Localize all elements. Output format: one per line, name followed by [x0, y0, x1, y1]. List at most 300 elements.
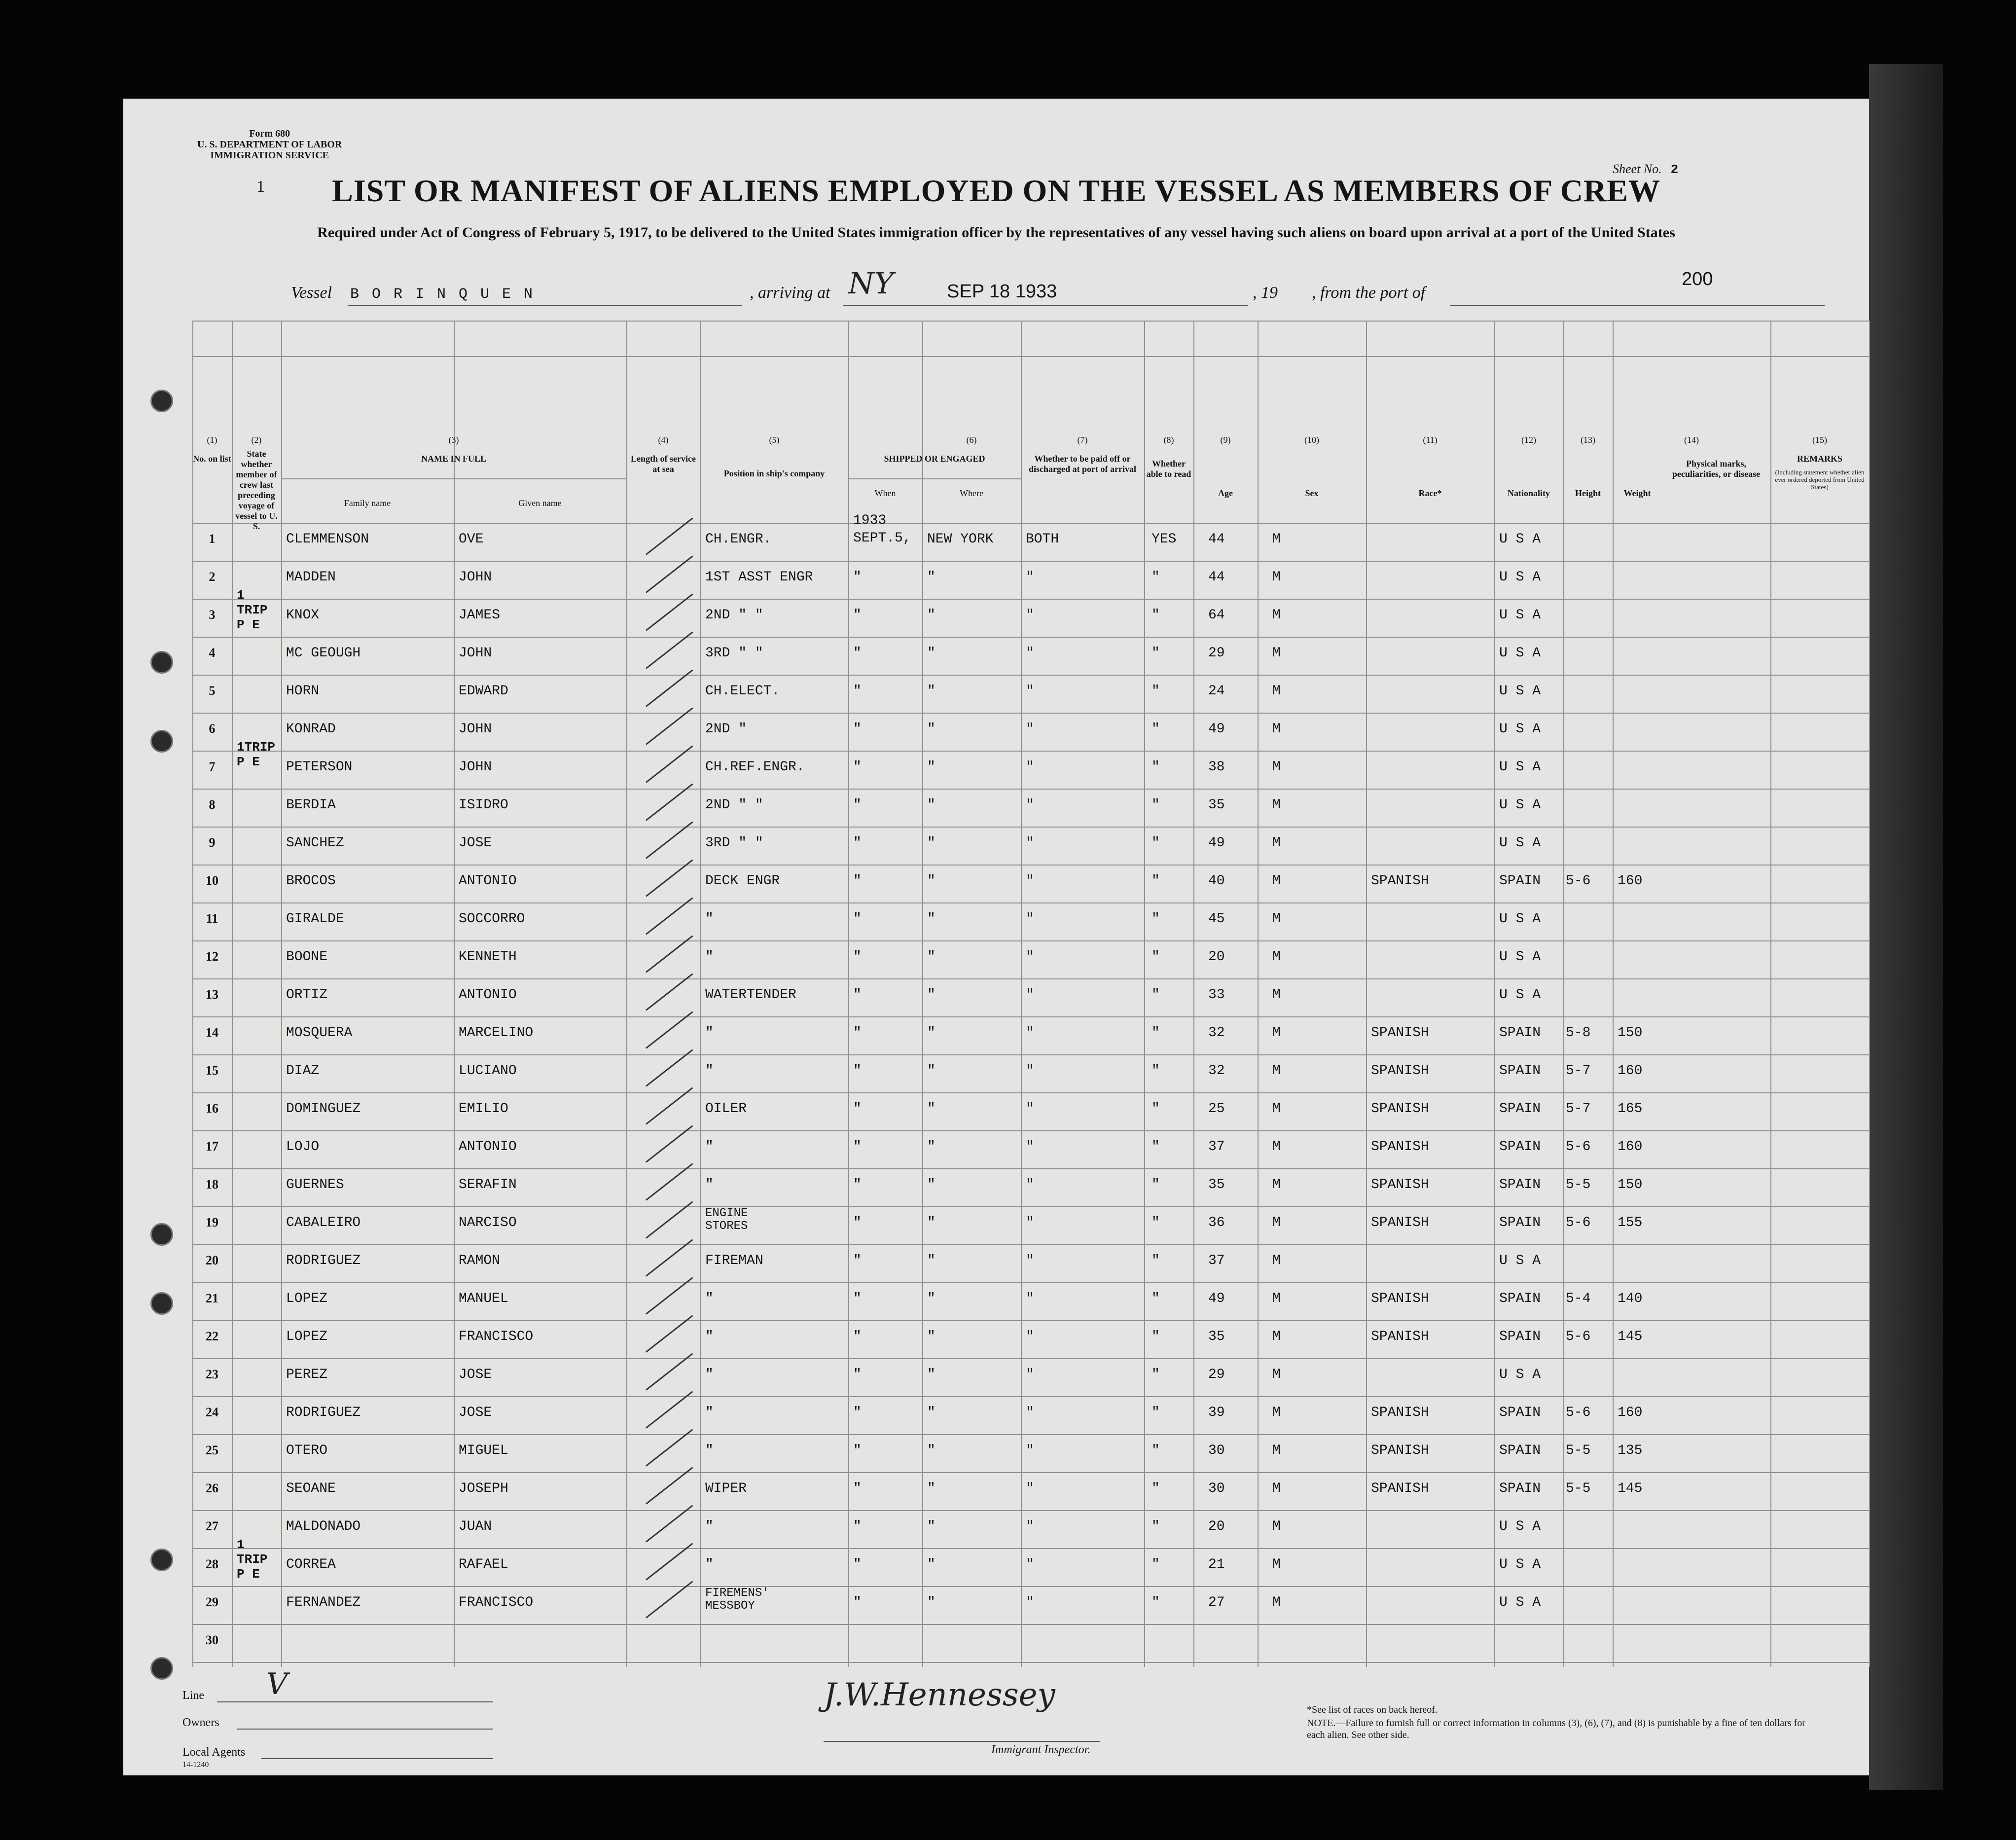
- cell-position: ": [705, 1519, 714, 1534]
- cell-age: 20: [1208, 949, 1225, 965]
- column-number: (13): [1581, 435, 1595, 445]
- cell-family: GIRALDE: [286, 911, 344, 927]
- header-c16b: (Including statement whether alien ever ordered deported from United States): [1775, 469, 1865, 491]
- header-c9: Age: [1218, 488, 1233, 498]
- row-rule: [192, 902, 1869, 903]
- cell-weight: 155: [1618, 1215, 1643, 1230]
- cell-race: SPANISH: [1371, 873, 1429, 889]
- adjacent-page-edge: [1869, 64, 1943, 1790]
- cell-race: SPANISH: [1371, 1215, 1429, 1230]
- cell-age: 30: [1208, 1443, 1225, 1458]
- column-number: (12): [1521, 435, 1536, 445]
- vessel-name: B O R I N Q U E N: [350, 286, 535, 303]
- cell-position: 2ND " ": [705, 797, 763, 813]
- binder-hole: [150, 1657, 173, 1680]
- cell-when: ": [853, 1443, 862, 1458]
- cell-given: JOHN: [459, 759, 492, 775]
- cell-nationality: U S A: [1499, 646, 1541, 661]
- inspector-signature: J.W.Hennessey: [824, 1677, 1055, 1713]
- header-c16: REMARKS: [1797, 454, 1842, 464]
- cell-nationality: SPAIN: [1499, 1291, 1541, 1306]
- cell-when: ": [853, 570, 862, 585]
- cell-no: 2: [209, 570, 216, 584]
- cell-sex: M: [1272, 797, 1281, 813]
- cell-no: 4: [209, 646, 216, 660]
- cell-no: 26: [206, 1481, 218, 1495]
- cell-no: 8: [209, 797, 216, 812]
- cell-position: CH.ENGR.: [705, 532, 772, 547]
- races-note: *See list of races on back hereof.: [1307, 1704, 1438, 1715]
- cell-family: SEOANE: [286, 1481, 336, 1496]
- cell-family: PEREZ: [286, 1367, 328, 1382]
- cell-when: ": [853, 1595, 862, 1610]
- cell-position: 1ST ASST ENGR: [705, 570, 813, 585]
- cell-weight: 160: [1618, 1405, 1643, 1420]
- row-rule: [192, 599, 1869, 600]
- cell-family: OTERO: [286, 1443, 328, 1458]
- cell-sex: M: [1272, 1443, 1281, 1458]
- cell-sex: M: [1272, 1025, 1281, 1041]
- cell-race: SPANISH: [1371, 1139, 1429, 1155]
- cell-weight: 150: [1618, 1025, 1643, 1041]
- cell-given: ANTONIO: [459, 873, 517, 889]
- row-rule: [192, 940, 1869, 941]
- cell-height: 5-7: [1566, 1101, 1591, 1117]
- cell-age: 32: [1208, 1025, 1225, 1041]
- cell-race: SPANISH: [1371, 1177, 1429, 1192]
- cell-age: 44: [1208, 570, 1225, 585]
- cell-where: ": [927, 570, 936, 585]
- cell-nationality: U S A: [1499, 1557, 1541, 1572]
- cell-age: 37: [1208, 1253, 1225, 1268]
- cell-family: KONRAD: [286, 722, 336, 737]
- cell-given: ANTONIO: [459, 1139, 517, 1155]
- cell-race: SPANISH: [1371, 1291, 1429, 1306]
- cell-when: ": [853, 646, 862, 661]
- cell-paid: ": [1026, 1177, 1034, 1192]
- cell-given: SOCCORRO: [459, 911, 525, 927]
- binder-hole: [150, 730, 173, 753]
- binder-hole: [150, 390, 173, 412]
- cell-age: 49: [1208, 722, 1225, 737]
- cell-age: 20: [1208, 1519, 1225, 1534]
- binder-hole: [150, 651, 173, 674]
- cell-age: 49: [1208, 835, 1225, 851]
- cell-read: ": [1152, 1595, 1160, 1610]
- cell-given: JOSE: [459, 1405, 492, 1420]
- cell-no: 1: [209, 532, 216, 546]
- cell-sex: M: [1272, 684, 1281, 699]
- cell-position: ": [705, 1329, 714, 1344]
- cell-read: ": [1152, 1139, 1160, 1155]
- cell-when: ": [853, 1481, 862, 1496]
- cell-no: 27: [206, 1519, 218, 1533]
- cell-when: ": [853, 1291, 862, 1306]
- cell-paid: ": [1026, 835, 1034, 851]
- cell-position: OILER: [705, 1101, 747, 1117]
- cell-sex: M: [1272, 1177, 1281, 1192]
- header-c12: Nationality: [1507, 488, 1550, 498]
- cell-nationality: U S A: [1499, 1519, 1541, 1534]
- row-rule: [192, 789, 1869, 790]
- cell-when: ": [853, 759, 862, 775]
- cell-read: ": [1152, 646, 1160, 661]
- cell-paid: ": [1026, 1025, 1034, 1041]
- cell-no: 15: [206, 1063, 218, 1078]
- cell-sex: M: [1272, 873, 1281, 889]
- column-rule: [1869, 321, 1870, 1667]
- cell-sex: M: [1272, 1557, 1281, 1572]
- cell-read: ": [1152, 1253, 1160, 1268]
- cell-read: ": [1152, 1367, 1160, 1382]
- cell-family: LOPEZ: [286, 1291, 328, 1306]
- cell-nationality: U S A: [1499, 532, 1541, 547]
- cell-age: 45: [1208, 911, 1225, 927]
- cell-age: 25: [1208, 1101, 1225, 1117]
- cell-when: ": [853, 1025, 862, 1041]
- cell-read: ": [1152, 1405, 1160, 1420]
- cell-paid: ": [1026, 1367, 1034, 1382]
- cell-age: 21: [1208, 1557, 1225, 1572]
- cell-paid: ": [1026, 1519, 1034, 1534]
- cell-read: ": [1152, 1063, 1160, 1079]
- cell-sex: M: [1272, 1329, 1281, 1344]
- cell-weight: 135: [1618, 1443, 1643, 1458]
- column-number: (8): [1163, 435, 1174, 445]
- cell-where: ": [927, 835, 936, 851]
- cell-where: ": [927, 949, 936, 965]
- cell-given: EMILIO: [459, 1101, 508, 1117]
- cell-read: ": [1152, 1101, 1160, 1117]
- cell-height: 5-8: [1566, 1025, 1591, 1041]
- column-number: (14): [1684, 435, 1699, 445]
- row-rule: [192, 561, 1869, 562]
- cell-paid: ": [1026, 1405, 1034, 1420]
- cell-age: 29: [1208, 646, 1225, 661]
- cell-where: ": [927, 1063, 936, 1079]
- column-number: (1): [207, 435, 217, 445]
- cell-read: ": [1152, 1329, 1160, 1344]
- cell-where: ": [927, 1443, 936, 1458]
- row-rule: [192, 1396, 1869, 1397]
- column-number: (9): [1220, 435, 1231, 445]
- cell-nationality: U S A: [1499, 722, 1541, 737]
- cell-given: MANUEL: [459, 1291, 508, 1306]
- cell-when: ": [853, 1519, 862, 1534]
- cell-family: CLEMMENSON: [286, 532, 369, 547]
- cell-where: ": [927, 1139, 936, 1155]
- cell-when: ": [853, 873, 862, 889]
- cell-where: NEW YORK: [927, 532, 994, 547]
- cell-read: ": [1152, 873, 1160, 889]
- cell-no: 22: [206, 1329, 218, 1343]
- cell-given: FRANCISCO: [459, 1595, 534, 1610]
- cell-family: HORN: [286, 684, 320, 699]
- cell-age: 64: [1208, 608, 1225, 623]
- row-rule: [192, 1548, 1869, 1549]
- cell-sex: M: [1272, 1215, 1281, 1230]
- cell-nationality: SPAIN: [1499, 1405, 1541, 1420]
- cell-given: FRANCISCO: [459, 1329, 534, 1344]
- column-number: (7): [1077, 435, 1088, 445]
- cell-position: ": [705, 949, 714, 965]
- cell-age: 33: [1208, 987, 1225, 1003]
- date-stamp: SEP 18 1933: [947, 281, 1057, 302]
- cell-weight: 165: [1618, 1101, 1643, 1117]
- cell-nationality: U S A: [1499, 570, 1541, 585]
- cell-where: ": [927, 608, 936, 623]
- cell-given: JAMES: [459, 608, 501, 623]
- cell-where: ": [927, 1481, 936, 1496]
- cell-read: ": [1152, 608, 1160, 623]
- cell-nationality: U S A: [1499, 759, 1541, 775]
- cell-given: ANTONIO: [459, 987, 517, 1003]
- cell-family: LOJO: [286, 1139, 320, 1155]
- header-c14: Weight: [1623, 488, 1651, 498]
- cell-paid: ": [1026, 1139, 1034, 1155]
- cell-race: SPANISH: [1371, 1405, 1429, 1420]
- cell-paid: ": [1026, 722, 1034, 737]
- cell-sex: M: [1272, 1253, 1281, 1268]
- row-rule: [192, 978, 1869, 979]
- header-c3b: Given name: [518, 498, 562, 508]
- cell-paid: ": [1026, 987, 1034, 1003]
- cell-no: 7: [209, 759, 216, 774]
- cell-read: ": [1152, 1557, 1160, 1572]
- cell-sex: M: [1272, 1101, 1281, 1117]
- cell-when: ": [853, 1329, 862, 1344]
- cell-position: WATERTENDER: [705, 987, 796, 1003]
- cell-read: ": [1152, 835, 1160, 851]
- cell-where: ": [927, 1405, 936, 1420]
- header-rule: [192, 321, 1869, 322]
- cell-where: ": [927, 1253, 936, 1268]
- subheader-rule: [848, 478, 1021, 479]
- cell-where: ": [927, 1101, 936, 1117]
- cell-sex: M: [1272, 532, 1281, 547]
- cell-weight: 160: [1618, 1139, 1643, 1155]
- cell-family: KNOX: [286, 608, 320, 623]
- cell-height: 5-5: [1566, 1443, 1591, 1458]
- cell-paid: ": [1026, 1329, 1034, 1344]
- header-c8: Whether able to read: [1146, 459, 1191, 479]
- cell-given: RAFAEL: [459, 1557, 508, 1572]
- cell-sex: M: [1272, 1367, 1281, 1382]
- row-rule: [192, 1472, 1869, 1473]
- cell-trip: 1 TRIP P E: [237, 588, 268, 632]
- cell-sex: M: [1272, 835, 1281, 851]
- cell-nationality: U S A: [1499, 1595, 1541, 1610]
- cell-family: BROCOS: [286, 873, 336, 889]
- cell-weight: 150: [1618, 1177, 1643, 1192]
- cell-position: ": [705, 1063, 714, 1079]
- cell-age: 35: [1208, 797, 1225, 813]
- cell-no: 17: [206, 1139, 218, 1154]
- cell-family: RODRIGUEZ: [286, 1405, 361, 1420]
- cell-where: ": [927, 759, 936, 775]
- row-rule: [192, 713, 1869, 714]
- stamp-number: 200: [1682, 269, 1713, 289]
- header-c13: Height: [1575, 488, 1601, 498]
- cell-no: 6: [209, 722, 216, 736]
- cell-no: 10: [206, 873, 218, 888]
- row-rule: [192, 1016, 1869, 1017]
- cell-given: JOHN: [459, 570, 492, 585]
- cell-read: ": [1152, 722, 1160, 737]
- cell-position: FIREMAN: [705, 1253, 763, 1268]
- cell-race: SPANISH: [1371, 1329, 1429, 1344]
- cell-position: ": [705, 1291, 714, 1306]
- cell-no: 21: [206, 1291, 218, 1305]
- cell-sex: M: [1272, 911, 1281, 927]
- header-rule: [192, 523, 1869, 524]
- row-rule: [192, 1092, 1869, 1093]
- cell-position: 3RD " ": [705, 646, 763, 661]
- cell-race: SPANISH: [1371, 1481, 1429, 1496]
- cell-nationality: U S A: [1499, 1367, 1541, 1382]
- cell-age: 40: [1208, 873, 1225, 889]
- cell-position: ": [705, 1443, 714, 1458]
- cell-weight: 140: [1618, 1291, 1643, 1306]
- cell-given: LUCIANO: [459, 1063, 517, 1079]
- cell-where: ": [927, 684, 936, 699]
- cell-nationality: U S A: [1499, 911, 1541, 927]
- cell-family: RODRIGUEZ: [286, 1253, 361, 1268]
- header-c5: Position in ship's company: [723, 469, 825, 478]
- header-c2: State whether member of crew last preceding voyage of vessel to U. S.: [235, 449, 278, 531]
- binder-hole: [150, 1223, 173, 1246]
- cell-read: ": [1152, 797, 1160, 813]
- cell-no: 5: [209, 684, 216, 698]
- cell-when: ": [853, 1177, 862, 1192]
- cell-family: PETERSON: [286, 759, 353, 775]
- cell-family: FERNANDEZ: [286, 1595, 361, 1610]
- cell-given: RAMON: [459, 1253, 501, 1268]
- header-c4: Length of service at sea: [631, 454, 696, 474]
- cell-where: ": [927, 646, 936, 661]
- cell-sex: M: [1272, 949, 1281, 965]
- cell-age: 30: [1208, 1481, 1225, 1496]
- cell-family: GUERNES: [286, 1177, 344, 1192]
- cell-height: 5-6: [1566, 1139, 1591, 1155]
- cell-no: 19: [206, 1215, 218, 1229]
- row-rule: [192, 1510, 1869, 1511]
- cell-no: 3: [209, 608, 216, 622]
- cell-age: 36: [1208, 1215, 1225, 1230]
- cell-read: YES: [1152, 532, 1177, 547]
- cell-sex: M: [1272, 1405, 1281, 1420]
- column-number: (2): [251, 435, 262, 445]
- cell-sex: M: [1272, 608, 1281, 623]
- cell-where: ": [927, 1329, 936, 1344]
- cell-nationality: U S A: [1499, 835, 1541, 851]
- row-rule: [192, 1320, 1869, 1321]
- row-rule: [192, 1282, 1869, 1283]
- line-handwritten: V: [266, 1667, 288, 1701]
- row-rule: [192, 1358, 1869, 1359]
- cell-nationality: U S A: [1499, 684, 1541, 699]
- cell-when: ": [853, 1101, 862, 1117]
- row-rule: [192, 1054, 1869, 1055]
- cell-age: 49: [1208, 1291, 1225, 1306]
- cell-race: SPANISH: [1371, 1025, 1429, 1041]
- cell-paid: ": [1026, 873, 1034, 889]
- cell-no: 29: [206, 1595, 218, 1609]
- cell-family: MC GEOUGH: [286, 646, 361, 661]
- cell-age: 37: [1208, 1139, 1225, 1155]
- cell-paid: ": [1026, 1215, 1034, 1230]
- cell-no: 14: [206, 1025, 218, 1040]
- cell-where: ": [927, 987, 936, 1003]
- column-number: (3): [448, 435, 459, 445]
- cell-position: ENGINE STORES: [705, 1207, 748, 1233]
- cell-position: ": [705, 1557, 714, 1572]
- cell-sex: M: [1272, 1139, 1281, 1155]
- cell-race: SPANISH: [1371, 1063, 1429, 1079]
- cell-height: 5-4: [1566, 1291, 1591, 1306]
- cell-age: 38: [1208, 759, 1225, 775]
- cell-nationality: U S A: [1499, 608, 1541, 623]
- cell-age: 24: [1208, 684, 1225, 699]
- cell-read: ": [1152, 1519, 1160, 1534]
- header-c6a: When: [874, 488, 896, 498]
- cell-age: 39: [1208, 1405, 1225, 1420]
- cell-when: ": [853, 1253, 862, 1268]
- cell-paid: BOTH: [1026, 532, 1059, 547]
- cell-read: ": [1152, 911, 1160, 927]
- cell-family: BOONE: [286, 949, 328, 965]
- cell-position: ": [705, 1025, 714, 1041]
- cell-paid: ": [1026, 797, 1034, 813]
- cell-nationality: SPAIN: [1499, 1101, 1541, 1117]
- cell-when: ": [853, 722, 862, 737]
- cell-weight: 160: [1618, 1063, 1643, 1079]
- header-c11: Race*: [1418, 488, 1442, 498]
- cell-age: 35: [1208, 1329, 1225, 1344]
- cell-where: ": [927, 1367, 936, 1382]
- cell-paid: ": [1026, 1291, 1034, 1306]
- cell-age: 32: [1208, 1063, 1225, 1079]
- cell-given: ISIDRO: [459, 797, 508, 813]
- cell-age: 44: [1208, 532, 1225, 547]
- cell-position: ": [705, 1405, 714, 1420]
- cell-when: ": [853, 911, 862, 927]
- cell-sex: M: [1272, 646, 1281, 661]
- cell-when: ": [853, 684, 862, 699]
- cell-sex: M: [1272, 759, 1281, 775]
- cell-nationality: SPAIN: [1499, 1025, 1541, 1041]
- cell-given: OVE: [459, 532, 484, 547]
- cell-paid: ": [1026, 1443, 1034, 1458]
- cell-read: ": [1152, 1443, 1160, 1458]
- cell-paid: ": [1026, 1101, 1034, 1117]
- cell-family: SANCHEZ: [286, 835, 344, 851]
- cell-nationality: U S A: [1499, 949, 1541, 965]
- header-c7: Whether to be paid off or discharged at port of arrival: [1029, 454, 1136, 474]
- cell-paid: ": [1026, 759, 1034, 775]
- cell-height: 5-6: [1566, 873, 1591, 889]
- cell-height: 5-6: [1566, 1405, 1591, 1420]
- cell-paid: ": [1026, 1063, 1034, 1079]
- cell-given: JOSE: [459, 1367, 492, 1382]
- header-c6b: Where: [960, 488, 983, 498]
- cell-position: DECK ENGR: [705, 873, 780, 889]
- cell-when: ": [853, 1215, 862, 1230]
- cell-race: SPANISH: [1371, 1101, 1429, 1117]
- cell-weight: 145: [1618, 1329, 1643, 1344]
- cell-sex: M: [1272, 987, 1281, 1003]
- row-rule: [192, 1586, 1869, 1587]
